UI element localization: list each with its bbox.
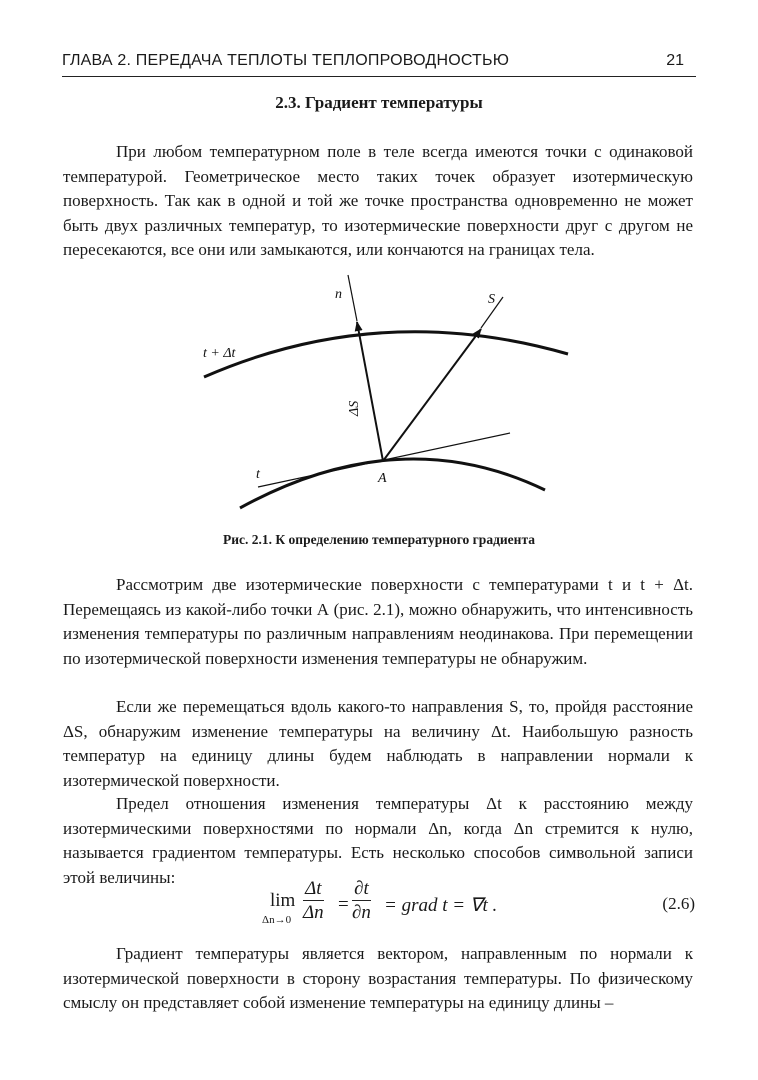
section-title: 2.3. Градиент температуры bbox=[275, 93, 483, 112]
page-number: 21 bbox=[666, 52, 684, 69]
paragraph-4: Предел отношения изменения температуры Δt к расстоянию между изотермическими поверхностями по нормали Δn, когда Δn стремится к нулю, называется градиентом температуры. Есть несколько способов символьной записи этой величины: bbox=[63, 794, 693, 887]
paragraph-3: Если же перемещаться вдоль какого-то направления S, то, пройдя расстояние ΔS, обнаружим изменение температуры на величину Δt. Наибольшую разность температур на единицу длины будем наблюдать в направлении нормали к изотермической поверхности. bbox=[63, 697, 693, 790]
paragraph-1: При любом температурном поле в теле всегда имеются точки с одинаковой температурой. Геометрическое место таких точек образует изотермическую поверхность. Так как в одной и той же точке пространства одновременно не может быть двух различных температур, то изотермические поверхности друг с другом не пересекаются, все они или замыкаются, или кончаются на границах тела. bbox=[63, 142, 693, 259]
eq-equals: = bbox=[338, 894, 349, 915]
isotherm-upper bbox=[204, 332, 568, 377]
isotherm-lower bbox=[240, 459, 545, 508]
label-t: t bbox=[256, 467, 260, 482]
label-dS: ΔS bbox=[347, 400, 362, 416]
eq-lim: lim bbox=[270, 890, 296, 911]
equation-2-6 bbox=[0, 878, 758, 936]
eq-frac-delta: $\frac{\Delta t}{\Delta n}$ bbox=[303, 878, 324, 923]
s-vector bbox=[383, 329, 481, 461]
eq-lim-sub: Δn→0 bbox=[262, 914, 292, 926]
figure-caption: Рис. 2.1. К определению температурного градиента bbox=[222, 532, 535, 547]
label-t-plus-dt: t + Δt bbox=[203, 346, 236, 361]
equation-number: (2.6) bbox=[662, 894, 695, 913]
paragraph-5: Градиент температуры является вектором, направленным по нормали к изотермической поверхности в сторону возрастания температуры. По физическому смыслу он представляет собой изменение температуры на единицу длины – bbox=[63, 944, 693, 1012]
eq-grad: = grad t = ∇t . bbox=[384, 895, 498, 916]
label-S: S bbox=[488, 292, 495, 307]
chapter-title: ГЛАВА 2. ПЕРЕДАЧА ТЕПЛОТЫ ТЕПЛОПРОВОДНОСТЬЮ bbox=[62, 52, 510, 69]
label-A: A bbox=[378, 471, 387, 486]
eq-frac-partial: $\frac{\partial t}{\partial n}$ bbox=[352, 878, 371, 923]
paragraph-2: Рассмотрим две изотермические поверхности с температурами t и t + Δt. Перемещаясь из какой-либо точки А (рис. 2.1), можно обнаружить, что интенсивность изменения температуры по различным направлениям неодинакова. При перемещении по изотермической поверхности изменения температуры не обнаружим. bbox=[63, 575, 693, 668]
figure-gradient bbox=[0, 0, 758, 530]
label-n: n bbox=[335, 287, 342, 302]
normal-line bbox=[348, 275, 357, 321]
normal-vector bbox=[357, 322, 383, 461]
